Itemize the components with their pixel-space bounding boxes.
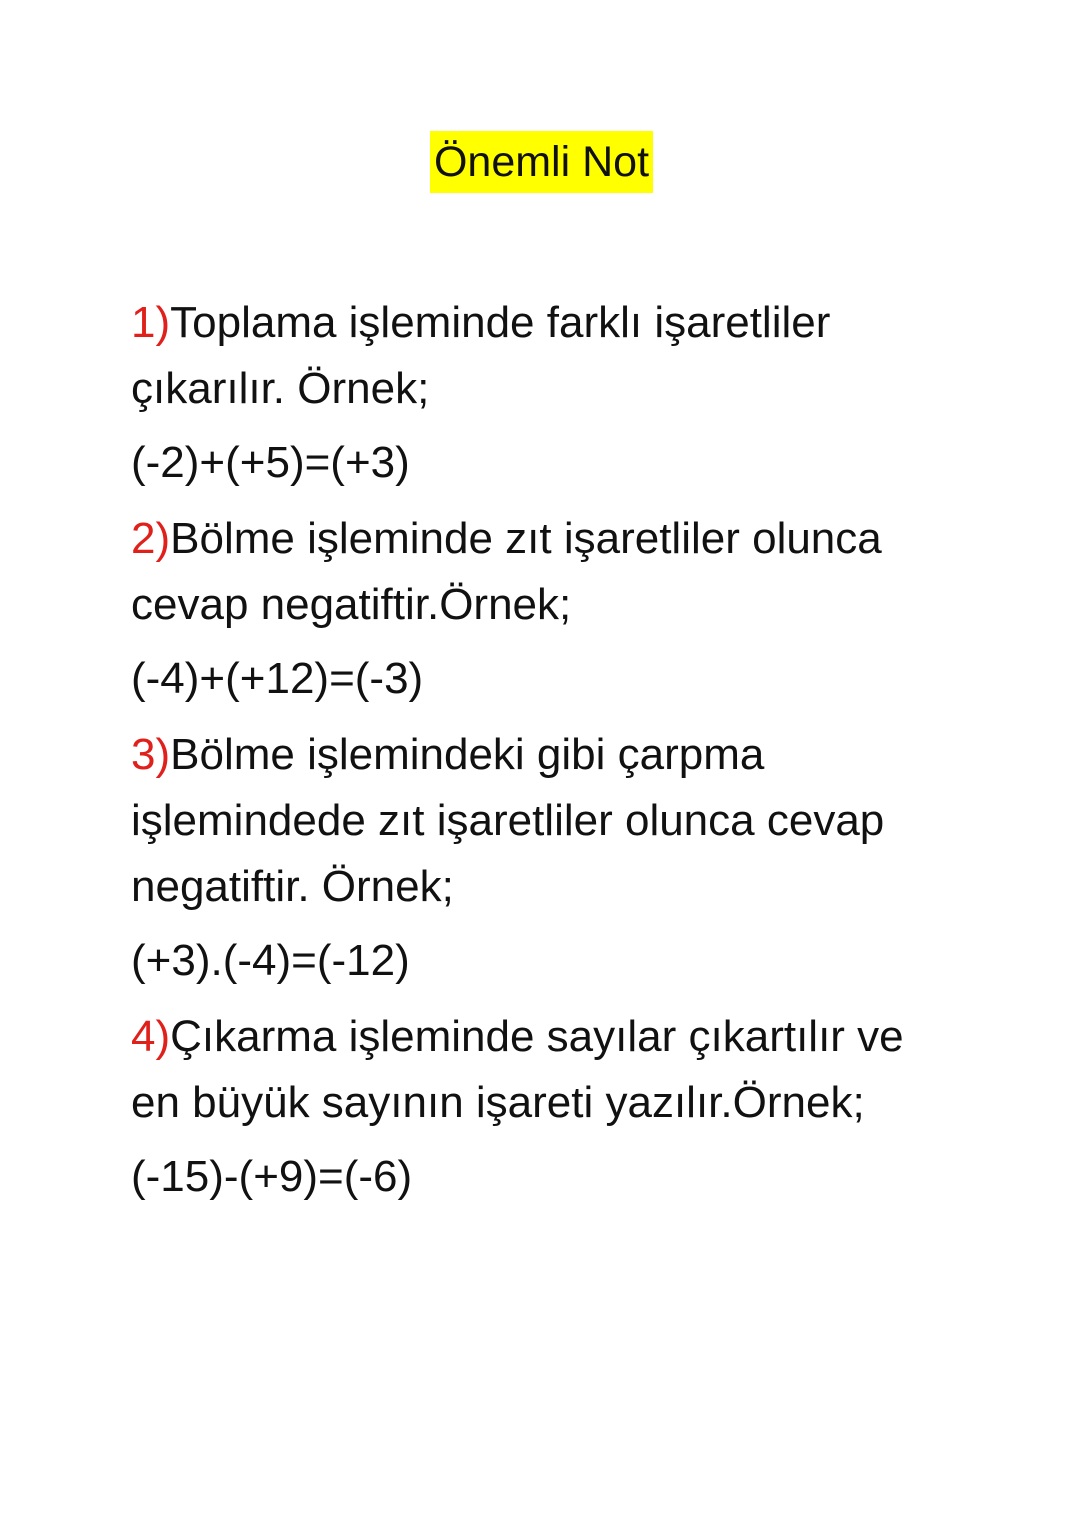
note-number: 3) <box>131 730 171 779</box>
note-number: 4) <box>131 1012 171 1061</box>
note-item-4 <box>131 1004 961 1210</box>
title-container <box>0 131 1080 193</box>
note-item-1 <box>131 290 961 496</box>
note-example: (-15)-(+9)=(-6) <box>131 1152 413 1201</box>
note-body: Çıkarma işleminde sayılar çıkartılır ve en büyük sayının işareti yazılır.Örnek; <box>131 1012 904 1127</box>
note-number: 1) <box>131 298 171 347</box>
note-example: (-2)+(+5)=(+3) <box>131 438 410 487</box>
note-item-3 <box>131 722 961 994</box>
note-number: 2) <box>131 514 171 563</box>
note-text <box>131 1004 961 1136</box>
note-item-2 <box>131 506 961 712</box>
note-text <box>131 722 961 920</box>
note-body: Bölme işlemindeki gibi çarpma işlemindede zıt işaretliler olunca cevap negatiftir. Örnek; <box>131 730 885 911</box>
note-text <box>131 290 961 422</box>
note-example: (-4)+(+12)=(-3) <box>131 654 424 703</box>
note-body: Toplama işleminde farklı işaretliler çıkarılır. Örnek; <box>131 298 831 413</box>
note-body: Bölme işleminde zıt işaretliler olunca cevap negatiftir.Örnek; <box>131 514 882 629</box>
note-example: (+3).(-4)=(-12) <box>131 936 410 985</box>
note-text <box>131 506 961 638</box>
notes-list <box>131 290 961 1220</box>
page-title: Önemli Not <box>430 131 653 193</box>
